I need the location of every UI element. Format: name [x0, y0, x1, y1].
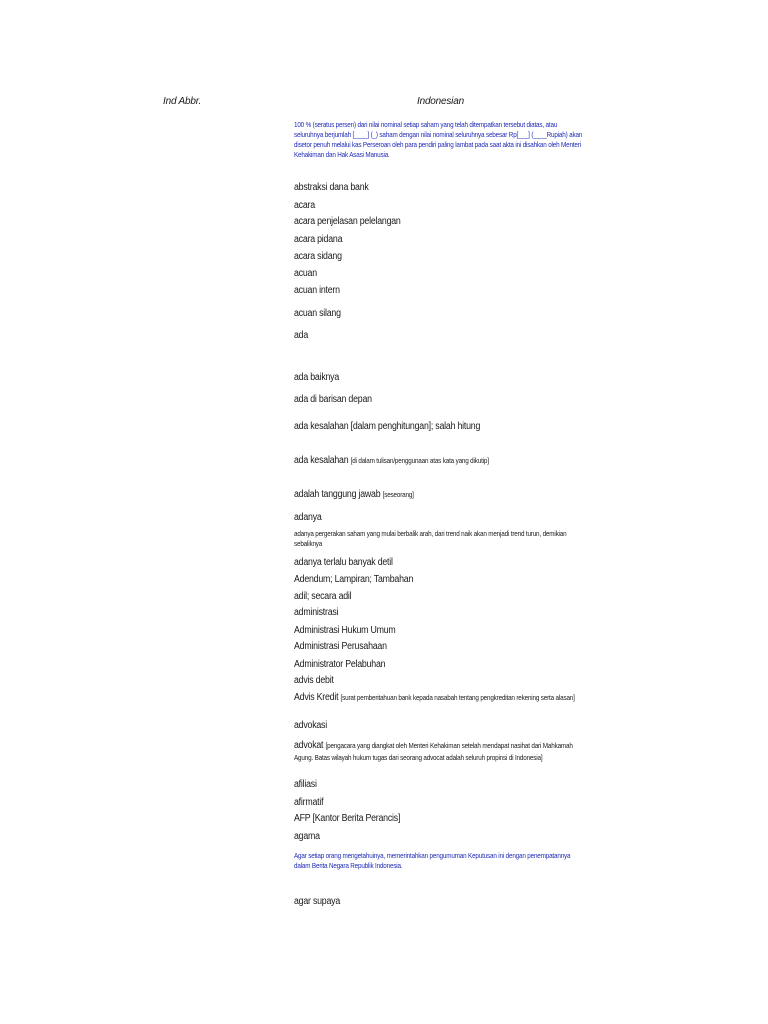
list-item: ada di barisan depan: [294, 394, 372, 405]
header-ind-abbr: Ind Abbr.: [163, 96, 202, 107]
list-item: advokasi: [294, 720, 327, 731]
list-item: acara sidang: [294, 251, 342, 262]
entry-note: [di dalam tulisan/penggunaan atas kata yang dikutip]: [350, 456, 489, 465]
list-item: afiliasi: [294, 779, 317, 790]
list-item: acara: [294, 200, 315, 211]
list-item: Adendum; Lampiran; Tambahan: [294, 574, 414, 585]
list-item: agama: [294, 831, 320, 842]
entry-note: [seseorang]: [382, 490, 414, 499]
list-item: Administrasi Perusahaan: [294, 641, 387, 652]
list-item: adanya terlalu banyak detil: [294, 557, 393, 568]
list-item: Agar setiap orang mengetahuinya, memerintahkan pengumuman Keputusan ini dengan penempatannya dalam Berita Negara Republik Indonesia.: [294, 851, 571, 870]
entry-term: ada kesalahan: [294, 455, 349, 466]
list-item: [294, 740, 584, 763]
list-item: acara pidana: [294, 234, 343, 245]
list-item: agar supaya: [294, 896, 341, 907]
list-item: abstraksi dana bank: [294, 182, 369, 193]
list-item: administrasi: [294, 607, 339, 618]
list-item: AFP [Kantor Berita Perancis]: [294, 813, 401, 824]
list-item: acara penjelasan pelelangan: [294, 216, 401, 227]
list-item: afirmatif: [294, 797, 324, 808]
list-item: acuan intern: [294, 285, 340, 296]
entry-note: [surat pemberitahuan bank kepada nasabah tentang pengkreditan rekening serta alasan]: [340, 693, 575, 702]
list-item: Administrasi Hukum Umum: [294, 625, 396, 636]
list-item: adanya: [294, 512, 322, 523]
list-item: ada: [294, 330, 309, 341]
entry-note: [pengacara yang diangkat oleh Menteri Kehakiman setelah mendapat nasihat dari Mahkamah Agung. Batas wilayah hukum tugas dari seorang advocat adalah seluruh propinsi di Indonesia]: [294, 741, 573, 762]
entry-term: advokat: [294, 740, 324, 751]
header-indonesian: Indonesian: [417, 96, 464, 107]
list-item: acuan silang: [294, 308, 341, 319]
list-item: [294, 489, 549, 501]
list-item: [294, 455, 549, 467]
entry-term: adalah tanggung jawab: [294, 489, 381, 500]
list-item: adil; secara adil: [294, 591, 352, 602]
list-item: adanya pergerakan saham yang mulai berbalik arah, dari trend naik akan menjadi trend turun, demikian sebaliknya: [294, 529, 567, 548]
list-item: advis debit: [294, 675, 334, 686]
list-item: ada kesalahan [dalam penghitungan]; salah hitung: [294, 421, 481, 432]
list-item: Administrator Pelabuhan: [294, 659, 386, 670]
list-item: [294, 692, 584, 704]
list-item: ada baiknya: [294, 372, 340, 383]
list-item: acuan: [294, 268, 317, 279]
list-item: 100 % (seratus persen) dari nilai nominal setiap saham yang telah ditempatkan tersebut diatas, atau seluruhnya berjumlah [____] (_) saham dengan nilai nominal seluruhnya sebesar Rp[___] (____Rupiah) akan disetor penuh melalui kas Perseroan oleh para pendiri paling lambat pada saat akta ini disahkan oleh Menteri Kehakiman dan Hak Asasi Manusia.: [294, 120, 583, 159]
entry-term: Advis Kredit: [294, 692, 339, 703]
